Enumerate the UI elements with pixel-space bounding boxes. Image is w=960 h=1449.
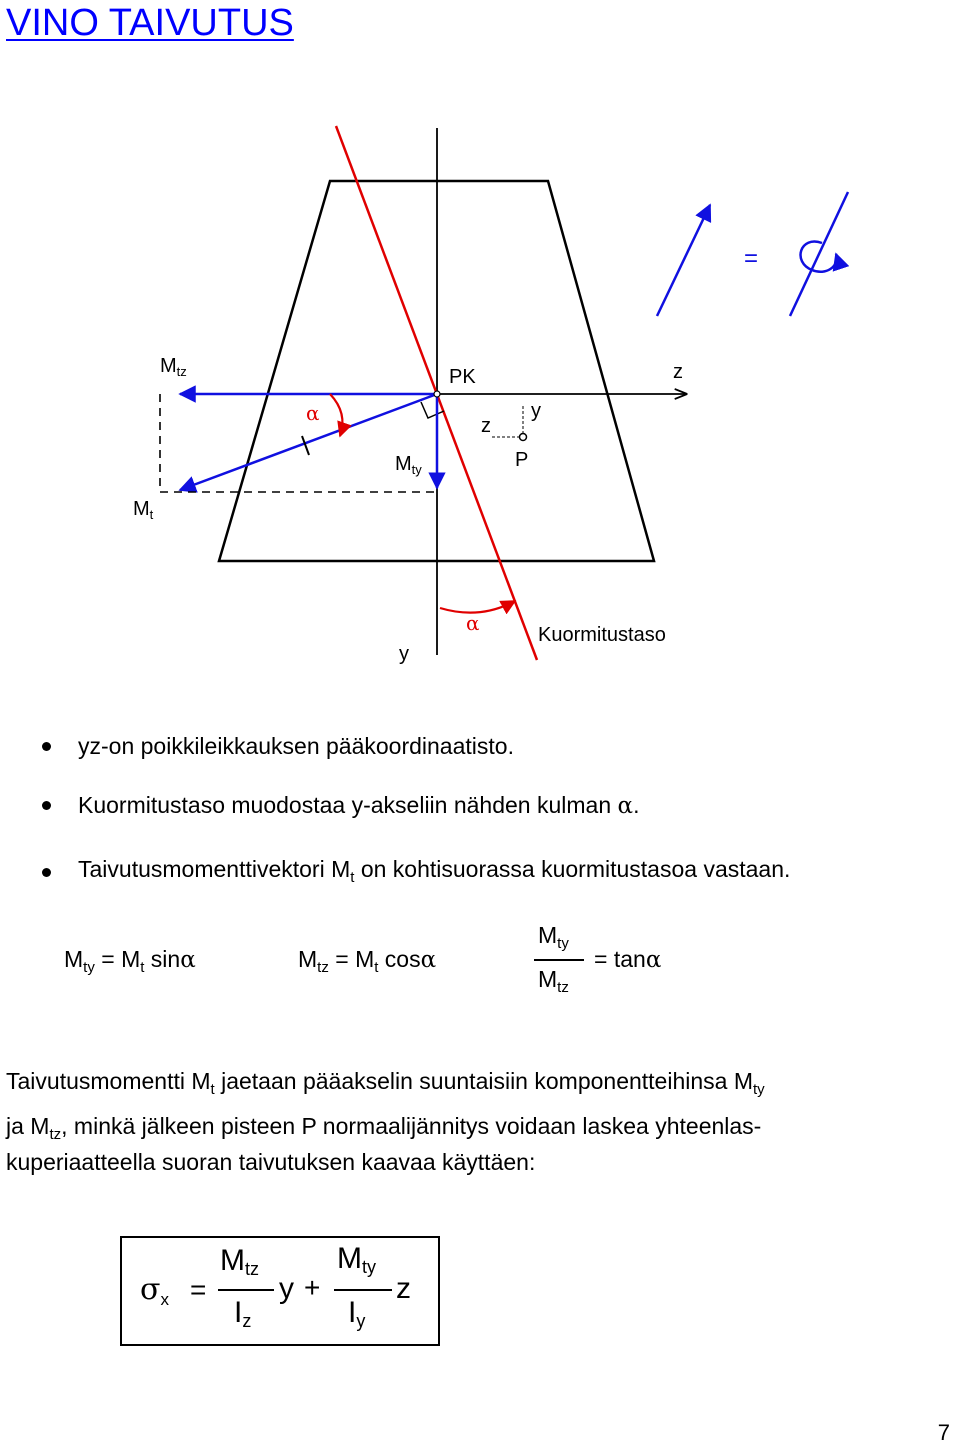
equals-sign: = [744, 245, 759, 272]
formula-equals: = [190, 1274, 207, 1305]
formula-f1-numerator: Mtz [220, 1244, 260, 1279]
vector-symbol [657, 205, 710, 316]
mtz-label: $M_{tz}$ [160, 355, 187, 379]
mt-label: $M_t$ [133, 498, 154, 522]
formula-var-y: y [279, 1272, 294, 1305]
mty-label: $M_{ty}$ [395, 453, 422, 477]
formula-plus: + [304, 1272, 321, 1303]
formula-f2-denominator: Iy [348, 1296, 366, 1331]
formula-f2-numerator: Mty [337, 1242, 377, 1277]
page-number: 7 [937, 1420, 950, 1445]
bullet-dot [42, 868, 51, 877]
bullet-item-2: Kuormitustaso muodostaa y-akseliin nähden kulman α. [78, 792, 640, 819]
bullet-item-1: yz-on poikkileikkauksen pääkoordinaatisto. [78, 733, 514, 759]
equation-tan: = tanα [594, 946, 662, 973]
alpha-lower-label: α [466, 611, 480, 635]
point-y-label: y [531, 400, 541, 422]
point-p [520, 434, 527, 441]
fraction-numerator: $M_{ty}$ [538, 922, 569, 952]
page-title: VINO TAIVUTUS [6, 2, 294, 44]
mt-tick [302, 436, 309, 455]
bullet-item-3: Taivutusmomenttivektori $M_t$ on kohtisuorassa kuormitustasoa vastaan. [78, 856, 791, 886]
point-z-label: z [481, 415, 491, 437]
formula-sigma: $\sigma_x$ [140, 1272, 169, 1309]
bullet-dot [42, 742, 51, 751]
formula-f2-bar [334, 1289, 392, 1291]
paragraph-line-2: ja $M_{tz}$, minkä jälkeen pisteen P normaalijännitys voidaan laskea yhteenlas- [6, 1113, 762, 1143]
fraction-bar [534, 959, 584, 961]
formula-f1-denominator: Iz [234, 1296, 252, 1331]
formula-f1-bar [218, 1289, 274, 1291]
origin-point [434, 391, 440, 397]
paragraph-line-3: kuperiaatteella suoran taivutuksen kaavaa käyttäen: [6, 1149, 536, 1175]
y-axis-label: y [399, 643, 409, 665]
pk-label: PK [449, 366, 476, 388]
formula-var-z: z [396, 1272, 411, 1305]
equation-mtz: $M_{tz} = M_t$ cosα [298, 946, 437, 976]
z-axis-label: z [673, 361, 683, 383]
moment-axis [790, 192, 848, 316]
load-plane-label: Kuormitustaso [538, 624, 666, 646]
fraction-denominator: $M_{tz}$ [538, 966, 569, 996]
point-p-label: P [515, 449, 529, 471]
bullet-dot [42, 801, 51, 810]
alpha-upper-label: α [306, 401, 320, 425]
bending-figure [0, 0, 960, 700]
paragraph-line-1: Taivutusmomentti $M_t$ jaetaan pääakselin suuntaisiin komponentteihinsa $M_{ty}$ [6, 1068, 765, 1098]
equation-mty: $M_{ty} = M_t$ sinα [64, 946, 196, 976]
